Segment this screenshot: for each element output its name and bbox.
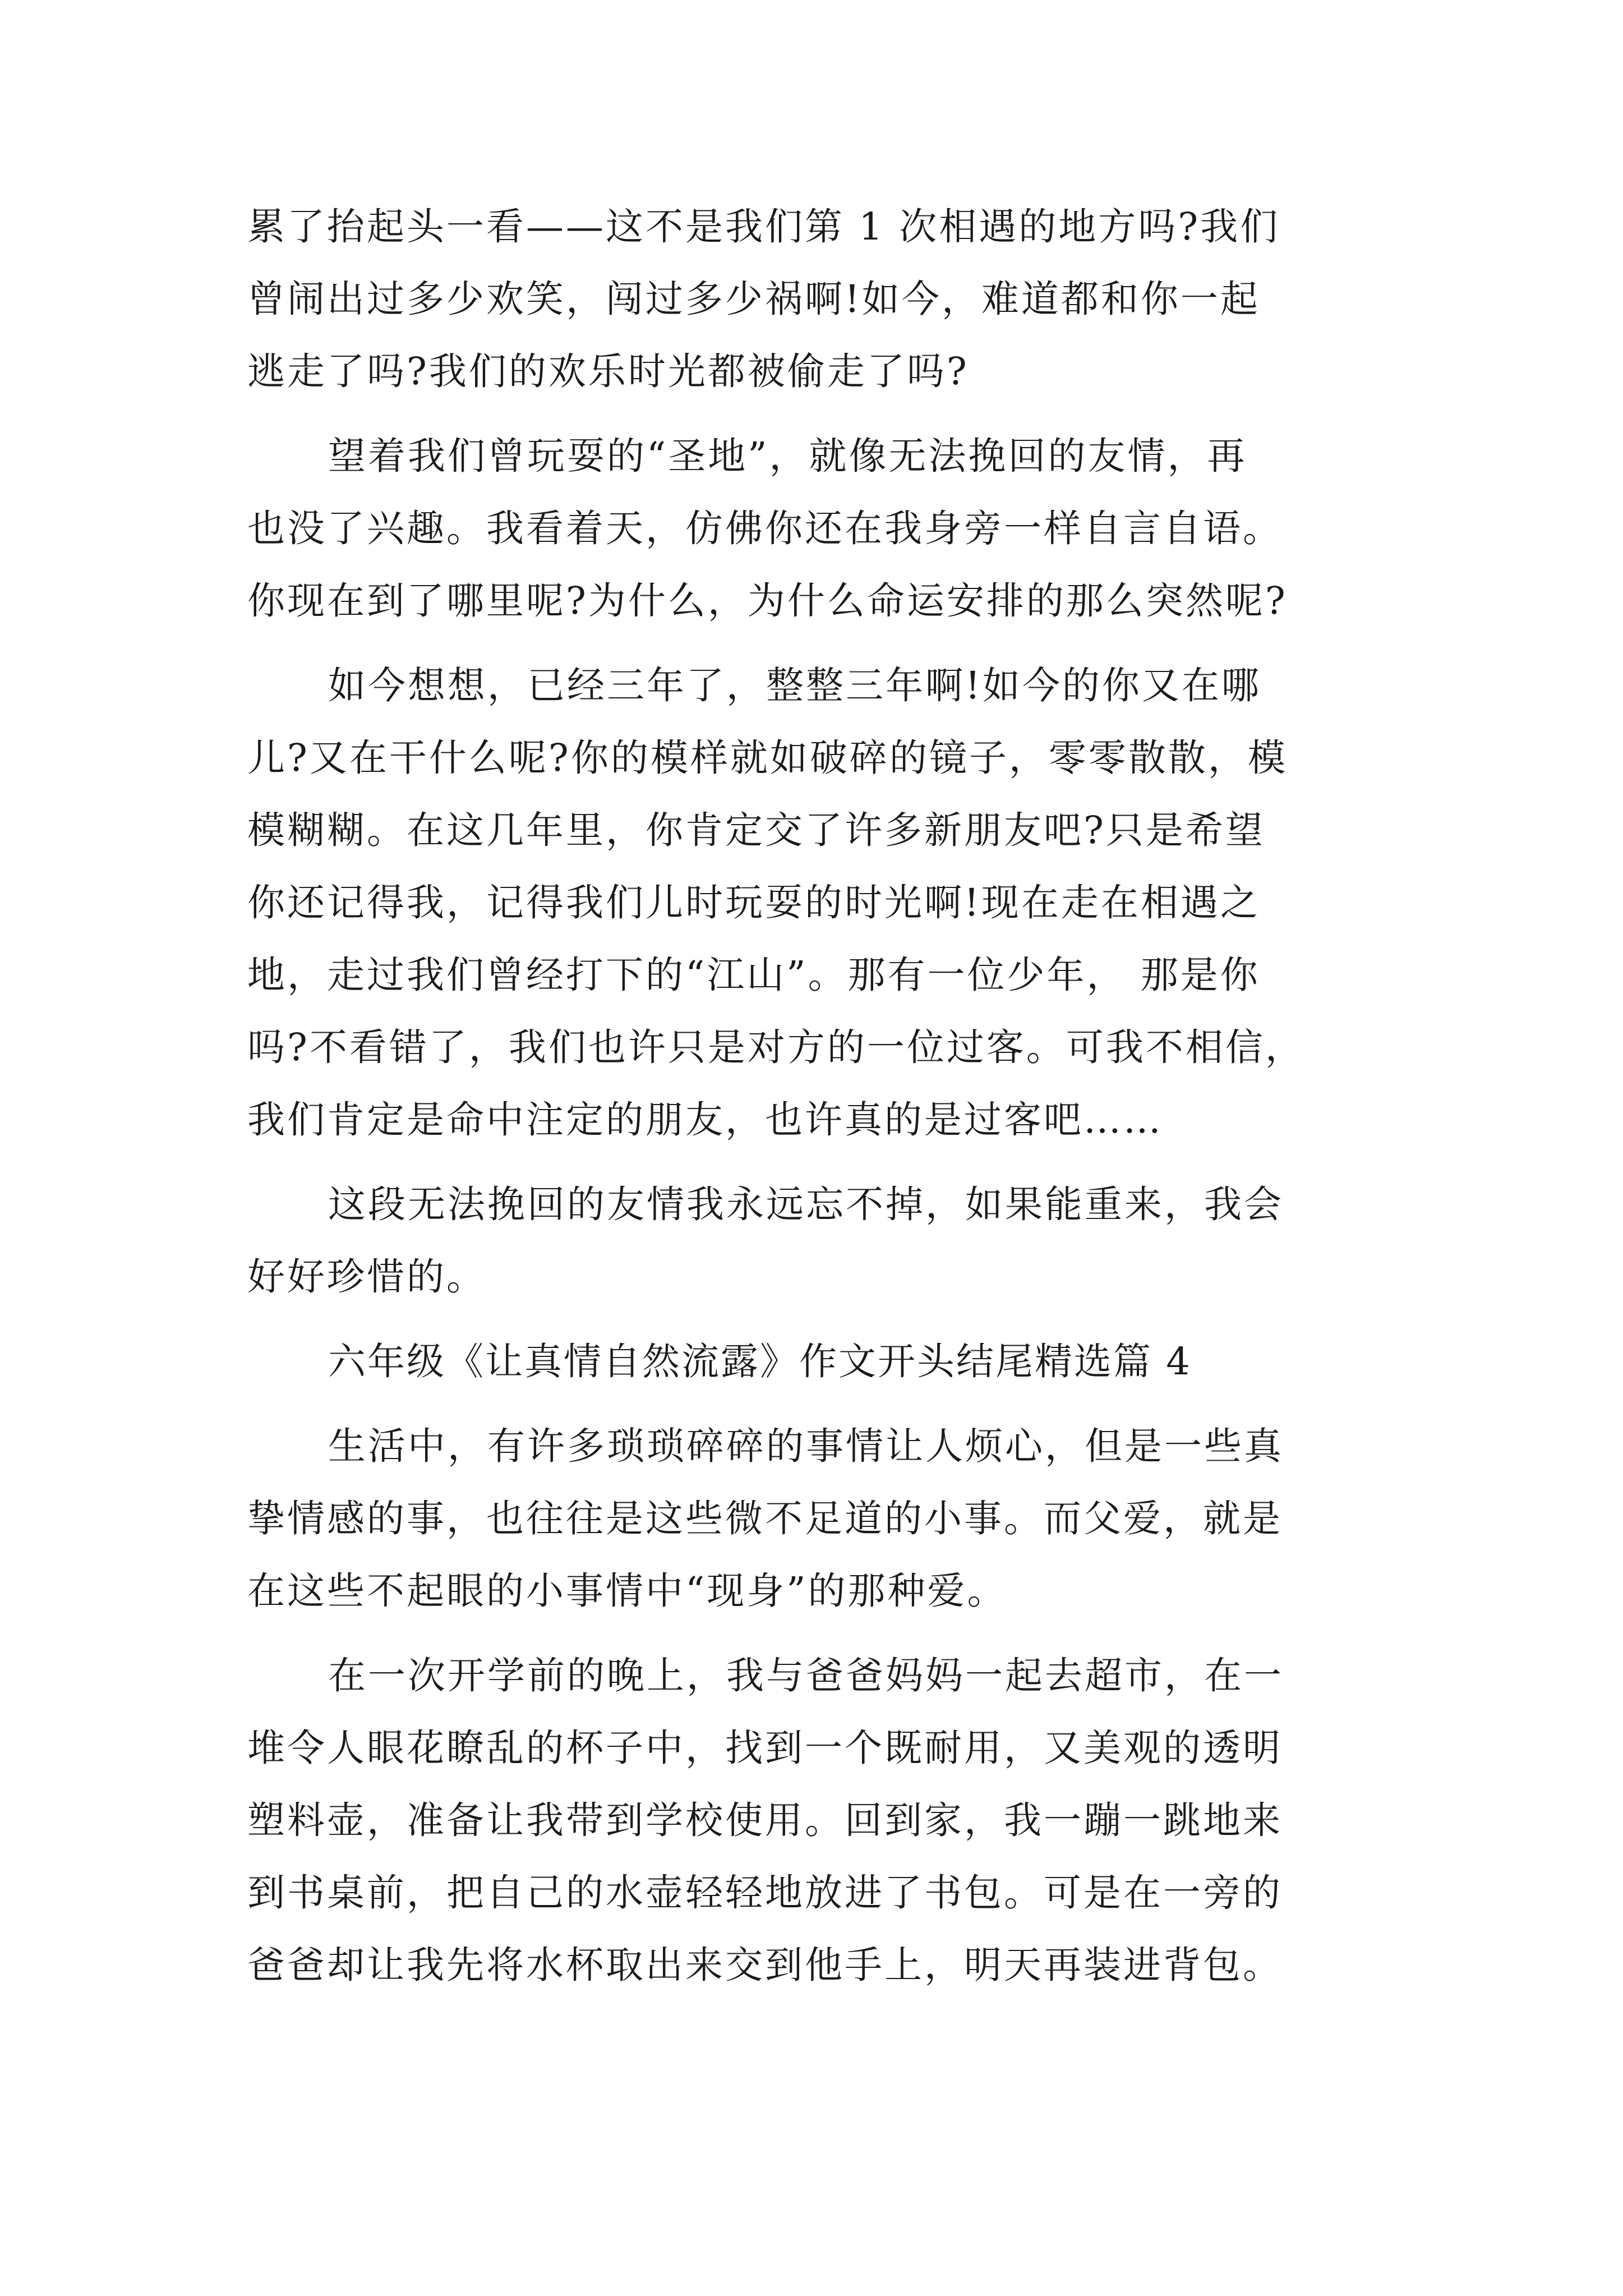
paragraph: [247, 420, 1391, 637]
paragraph: [247, 1410, 1391, 1627]
text-line: 堆令人眼花瞭乱的杯子中，找到一个既耐用，又美观的透明: [247, 1726, 1283, 1770]
text-line: 塑料壶，准备让我带到学校使用。回到家，我一蹦一跳地来: [247, 1798, 1283, 1842]
text-line: 你还记得我，记得我们儿时玩耍的时光啊!现在走在相遇之: [247, 881, 1260, 924]
text-line: 儿?又在干什么呢?你的模样就如破碎的镜子，零零散散，模: [247, 736, 1288, 780]
paragraph: [247, 191, 1391, 408]
section-heading: [247, 1326, 1391, 1398]
text-line: 你现在到了哪里呢?为什么，为什么命运安排的那么突然呢?: [247, 579, 1288, 623]
text-line: 逃走了吗?我们的欢乐时光都被偷走了吗?: [247, 349, 969, 393]
text-line: 到书桌前，把自己的水壶轻轻地放进了书包。可是在一旁的: [247, 1871, 1283, 1915]
text-line: 也没了兴趣。我看着天，仿佛你还在我身旁一样自言自语。: [247, 507, 1283, 550]
text-line: 如今想想，已经三年了，整整三年啊!如今的你又在哪: [328, 664, 1261, 707]
text-line: 曾闹出过多少欢笑，闯过多少祸啊!如今，难道都和你一起: [247, 277, 1260, 321]
text-line: 好好珍惜的。: [247, 1255, 486, 1299]
text-line: 这段无法挽回的友情我永远忘不掉，如果能重来，我会: [328, 1182, 1284, 1226]
text-line: 生活中，有许多琐琐碎碎的事情让人烦心，但是一些真: [328, 1424, 1284, 1468]
heading-line: 六年级《让真情自然流露》作文开头结尾精选篇 4: [328, 1340, 1192, 1383]
text-line: 在这些不起眼的小事情中“现身”的那种爱。: [247, 1569, 1007, 1613]
text-line: 在一次开学前的晚上，我与爸爸妈妈一起去超市，在一: [328, 1654, 1284, 1697]
paragraph: [247, 650, 1391, 1156]
text-line: 我们肯定是命中注定的朋友，也许真的是过客吧……: [247, 1098, 1163, 1142]
text-line: 望着我们曾玩耍的“圣地”，就像无法挽回的友情，再: [328, 434, 1247, 478]
text-line: 吗?不看错了，我们也许只是对方的一位过客。可我不相信，: [247, 1025, 1305, 1069]
text-line: 地，走过我们曾经打下的“江山”。那有一位少年， 那是你: [247, 953, 1260, 997]
paragraph: [247, 1640, 1391, 2001]
text-line: 累了抬起头一看——这不是我们第 1 次相遇的地方吗?我们: [247, 205, 1280, 249]
text-line: 模糊糊。在这几年里，你肯定交了许多新朋友吧?只是希望: [247, 808, 1265, 852]
paragraph: [247, 1168, 1391, 1313]
text-line: 爸爸却让我先将水杯取出来交到他手上，明天再装进背包。: [247, 1943, 1283, 1987]
text-line: 挚情感的事，也往往是这些微不足道的小事。而父爱，就是: [247, 1497, 1283, 1540]
document-body: [247, 191, 1391, 2001]
